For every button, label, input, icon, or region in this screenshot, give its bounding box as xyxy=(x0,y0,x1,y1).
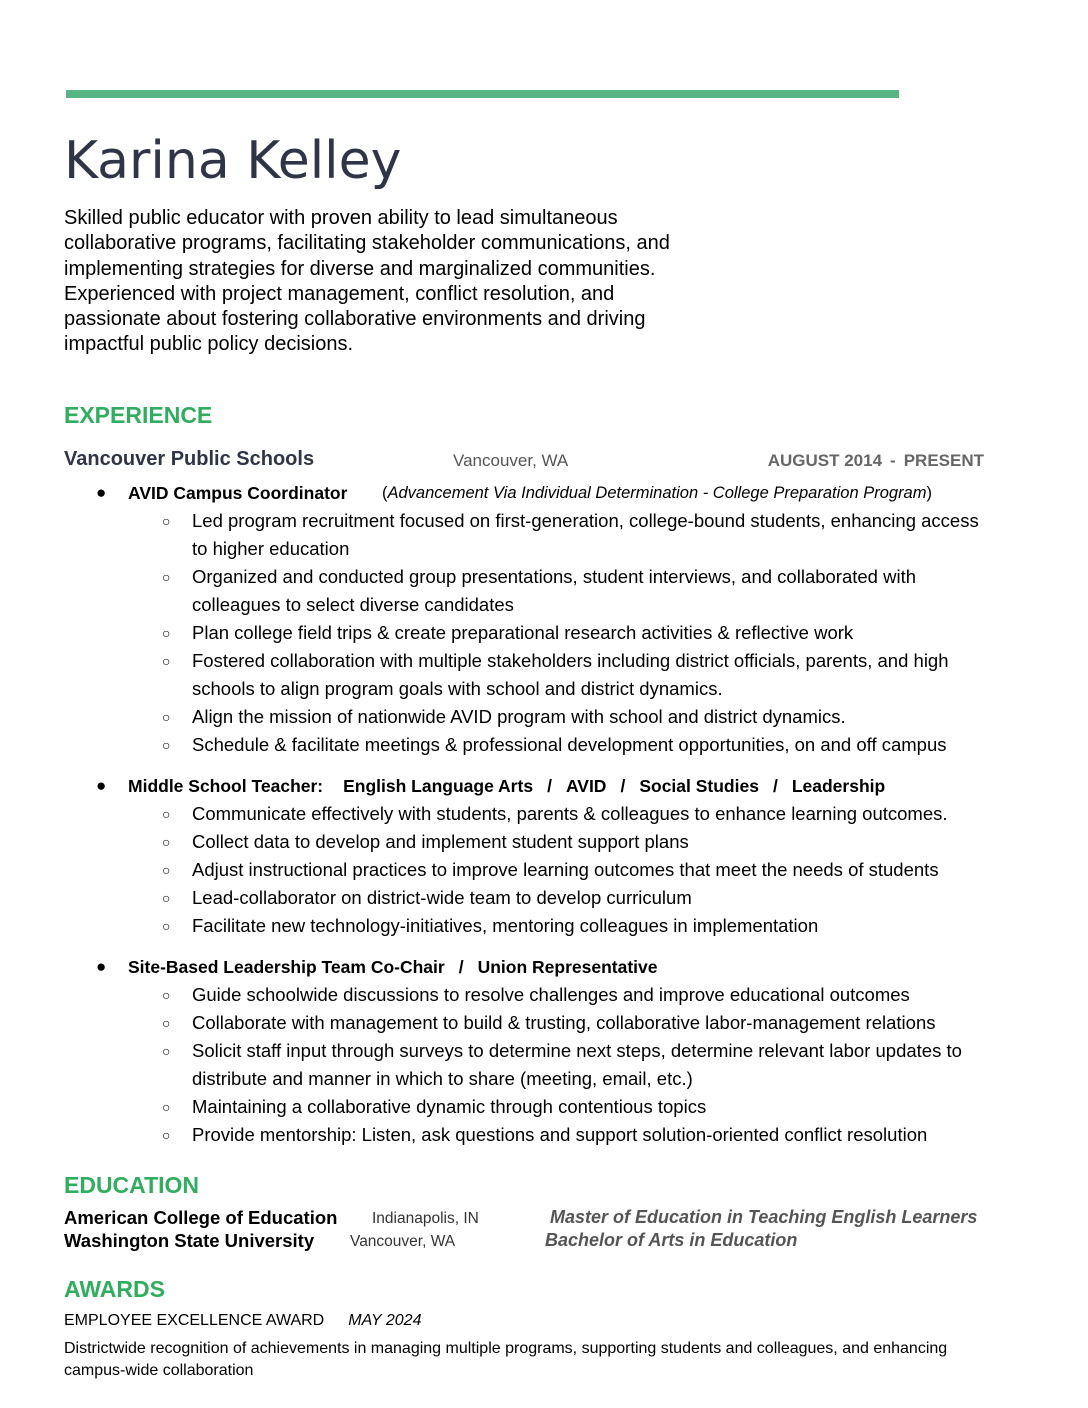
list-item: ○ Organized and conducted group presentations, student interviews, and collaborated with colleagues to select diverse candidates xyxy=(96,563,992,619)
hollow-circle-icon: ○ xyxy=(162,987,171,1003)
bullet-dot-icon: ● xyxy=(96,957,107,976)
employment-dates xyxy=(768,451,984,471)
experience-heading: EXPERIENCE xyxy=(64,402,213,428)
employer-row xyxy=(64,448,984,476)
degree: Master of Education in Teaching English Learners xyxy=(550,1207,978,1227)
degree: Bachelor of Arts in Education xyxy=(545,1230,798,1250)
list-item: ○ Provide mentorship: Listen, ask questions and support solution-oriented conflict resolution xyxy=(96,1121,992,1149)
role-duties-list xyxy=(96,507,996,759)
role-duties-list xyxy=(96,800,996,940)
hollow-circle-icon: ○ xyxy=(162,709,171,725)
hollow-circle-icon: ○ xyxy=(162,653,171,669)
role-title: Site-Based Leadership Team Co-Chair / Union Representative xyxy=(128,957,658,977)
school-name: Washington State University xyxy=(64,1230,315,1251)
hollow-circle-icon: ○ xyxy=(162,625,171,641)
role-description: (Advancement Via Individual Determination - College Preparation Program) xyxy=(382,484,932,502)
hollow-circle-icon: ○ xyxy=(162,834,171,850)
role-duties-list xyxy=(96,981,996,1149)
role-title: AVID Campus Coordinator xyxy=(128,483,348,503)
list-item: ○ Led program recruitment focused on first-generation, college-bound students, enhancing access to higher education xyxy=(96,507,992,563)
list-item: ○ Lead-collaborator on district-wide team to develop curriculum xyxy=(96,884,992,912)
award-description: Districtwide recognition of achievements in managing multiple programs, supporting students and colleagues, and enhancing campus-wide collaboration xyxy=(64,1340,948,1379)
role-middle-school-teacher xyxy=(96,772,996,940)
award-title: EMPLOYEE EXCELLENCE AWARD xyxy=(64,1312,325,1329)
awards-heading: AWARDS xyxy=(64,1276,165,1302)
role-header xyxy=(96,953,996,981)
list-item: ○ Solicit staff input through surveys to determine next steps, determine relevant labor updates to distribute and manner in which to share (meeting, email, etc.) xyxy=(96,1037,992,1093)
employer-name: Vancouver Public Schools xyxy=(64,448,315,470)
role-header xyxy=(96,772,996,800)
end-date: PRESENT xyxy=(903,451,984,470)
hollow-circle-icon: ○ xyxy=(162,1099,171,1115)
bullet-dot-icon: ● xyxy=(96,483,107,502)
school-location: Vancouver, WA xyxy=(350,1233,456,1250)
hollow-circle-icon: ○ xyxy=(162,569,171,585)
hollow-circle-icon: ○ xyxy=(162,862,171,878)
hollow-circle-icon: ○ xyxy=(162,806,171,822)
top-accent-bar xyxy=(66,90,899,98)
award-date: MAY 2024 xyxy=(348,1312,422,1329)
hollow-circle-icon: ○ xyxy=(162,1127,171,1143)
list-item: ○ Facilitate new technology-initiatives, mentoring colleagues in implementation xyxy=(96,912,992,940)
subject: Leadership xyxy=(791,776,886,796)
candidate-name: Karina Kelley xyxy=(64,131,402,191)
start-date: AUGUST 2014 xyxy=(767,451,883,470)
hollow-circle-icon: ○ xyxy=(162,1043,171,1059)
bullet-dot-icon: ● xyxy=(96,776,107,795)
professional-summary: Skilled public educator with proven ability to lead simultaneous collaborative programs, facilitating stakeholder communications, and implementing strategies for diverse and marginalized communities. Experienced with project management, conflict resolution, and passionate about fostering collaborative environments and driving impactful public policy decisions. xyxy=(64,207,670,356)
education-entry xyxy=(64,1207,994,1231)
role-leadership-team xyxy=(96,953,996,1149)
list-item: ○ Plan college field trips & create preparational research activities & reflective work xyxy=(96,619,992,647)
subject: Social Studies xyxy=(639,776,759,796)
list-item: ○ Maintaining a collaborative dynamic through contentious topics xyxy=(96,1093,992,1121)
list-item: ○ Collect data to develop and implement student support plans xyxy=(96,828,992,856)
list-item: ○ Schedule & facilitate meetings & professional development opportunities, on and off campus xyxy=(96,731,992,759)
list-item: ○ Fostered collaboration with multiple stakeholders including district officials, parents, and high schools to align program goals with school and district dynamics. xyxy=(96,647,992,703)
hollow-circle-icon: ○ xyxy=(162,1015,171,1031)
date-separator: - xyxy=(890,451,896,470)
hollow-circle-icon: ○ xyxy=(162,890,171,906)
role-header xyxy=(96,479,996,507)
award-line xyxy=(64,1310,421,1332)
hollow-circle-icon: ○ xyxy=(162,513,171,529)
list-item: ○ Adjust instructional practices to improve learning outcomes that meet the needs of students xyxy=(96,856,992,884)
hollow-circle-icon: ○ xyxy=(162,918,171,934)
list-item: ○ Align the mission of nationwide AVID program with school and district dynamics. xyxy=(96,703,992,731)
employer-location: Vancouver, WA xyxy=(453,451,569,470)
list-item: ○ Collaborate with management to build & trusting, collaborative labor-management relations xyxy=(96,1009,992,1037)
education-entry xyxy=(64,1230,994,1254)
subject: English Language Arts xyxy=(343,776,534,796)
education-heading: EDUCATION xyxy=(64,1172,200,1198)
school-name: American College of Education xyxy=(64,1207,338,1228)
list-item: ○ Guide schoolwide discussions to resolve challenges and improve educational outcomes xyxy=(96,981,992,1009)
hollow-circle-icon: ○ xyxy=(162,737,171,753)
list-item: ○ Communicate effectively with students, parents & colleagues to enhance learning outcomes. xyxy=(96,800,992,828)
role-description-text: Advancement Via Individual Determination - College Preparation Program xyxy=(387,484,927,502)
school-location: Indianapolis, IN xyxy=(372,1210,479,1227)
subject: AVID xyxy=(565,776,607,796)
role-title: Middle School Teacher: English Language Arts / AVID / Social Studies / Leadership xyxy=(128,776,886,796)
role-avid-coordinator xyxy=(96,479,996,759)
